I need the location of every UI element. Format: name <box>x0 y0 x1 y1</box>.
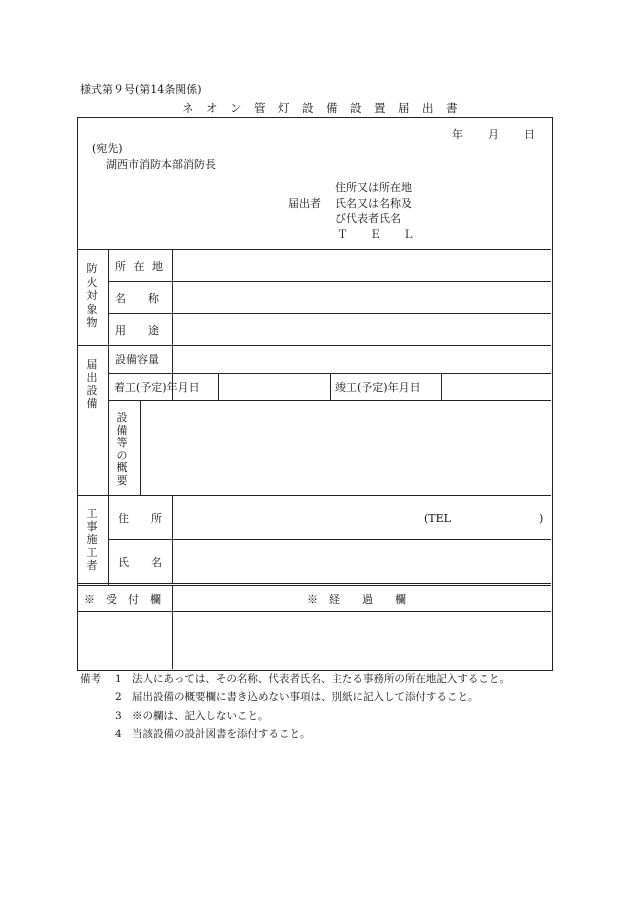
progress-box <box>173 612 550 668</box>
date-month-label: 月 <box>488 128 499 141</box>
note-number: 1 <box>115 673 122 685</box>
contractor-name-field[interactable] <box>178 556 543 572</box>
fire-target-group-label: 防火対象物 <box>86 262 98 329</box>
note-text: ※の欄は、記入しないこと。 <box>132 710 269 722</box>
filer-tel-caption: Ｔ Ｅ Ｌ <box>337 228 414 241</box>
note-text: 当該設備の設計図書を添付すること。 <box>132 728 311 740</box>
equipment-capacity-label: 設備容量 <box>115 353 159 366</box>
form-title: ネ オ ン 管 灯 設 備 設 置 届 出 書 <box>182 101 458 115</box>
reception-column-header: ※ 受 付 欄 <box>84 593 161 606</box>
filer-name-caption: 氏名又は名称及 <box>335 197 412 210</box>
filer-address-caption: 住所又は所在地 <box>335 181 412 194</box>
equipment-summary-field[interactable] <box>146 406 546 490</box>
addressee-label: (宛先) <box>92 142 123 155</box>
work-finish-date-field[interactable] <box>445 381 545 397</box>
fire-target-name-field[interactable] <box>178 292 543 308</box>
contractor-address-label: 住 所 <box>118 512 162 525</box>
contractor-address-field[interactable] <box>178 512 418 528</box>
contractor-tel-label: (TEL <box>424 512 451 525</box>
contractor-tel-close: ) <box>539 512 544 525</box>
equipment-capacity-field[interactable] <box>178 353 543 369</box>
note-text: 法人にあっては、その名称、代表者氏名、主たる事務所の所在地記入すること。 <box>132 673 510 685</box>
work-start-date-field[interactable] <box>222 381 326 397</box>
fire-target-address-field[interactable] <box>178 260 543 276</box>
contractor-name-label: 氏 名 <box>118 556 162 569</box>
filer-representative-caption: び代表者氏名 <box>335 212 401 225</box>
date-year-label: 年 <box>452 128 463 141</box>
work-finish-date-label: 竣工(予定)年月日 <box>335 381 421 394</box>
fire-target-use-label: 用 途 <box>115 324 159 337</box>
note-number: 4 <box>115 728 122 740</box>
equipment-group-label: 届 出 設 備 <box>86 358 109 410</box>
form-number-label: 様式第９号(第14条関係) <box>80 83 202 96</box>
filer-label: 届出者 <box>288 197 321 210</box>
work-start-date-label: 着工(予定)年月日 <box>114 381 200 394</box>
date-day-label: 日 <box>524 128 535 141</box>
note-number: 2 <box>115 691 122 703</box>
reception-box <box>78 612 172 668</box>
fire-target-address-label: 所 在 地 <box>115 260 165 273</box>
notes-heading: 備考 <box>80 673 101 685</box>
equipment-summary-label: 設備等の概要 <box>116 411 128 487</box>
fire-target-name-label: 名 称 <box>115 292 159 305</box>
addressee-name: 湖西市消防本部消防長 <box>106 158 216 171</box>
progress-column-header: ※ 経 過 欄 <box>307 593 406 606</box>
contractor-group-label: 工事施工者 <box>86 507 98 572</box>
fire-target-use-field[interactable] <box>178 324 543 340</box>
note-number: 3 <box>115 710 122 722</box>
note-text: 届出設備の概要欄に書き込めない事項は、別紙に記入して添付すること。 <box>132 691 479 703</box>
